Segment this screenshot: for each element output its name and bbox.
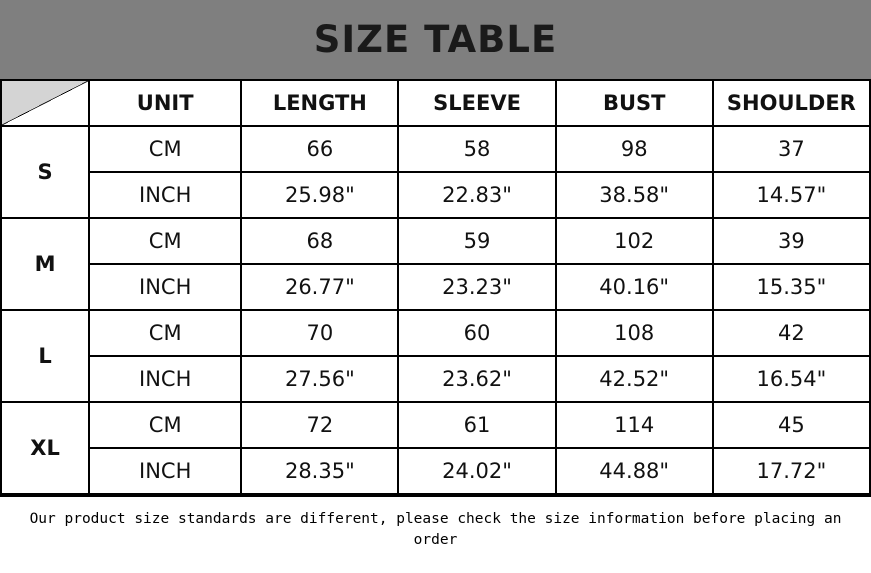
size-label-m: M	[1, 218, 89, 310]
footer-note-bar	[0, 495, 871, 563]
title-bar	[0, 0, 871, 79]
size-label-xl: XL	[1, 402, 89, 494]
cell-l-inch-length: 27.56"	[241, 356, 398, 402]
cell-m-inch-length: 26.77"	[241, 264, 398, 310]
table-row	[1, 402, 870, 448]
cell-m-cm-sleeve: 59	[398, 218, 555, 264]
page-title: SIZE TABLE	[313, 18, 558, 61]
cell-m-cm-bust: 102	[556, 218, 713, 264]
cell-s-cm-bust: 98	[556, 126, 713, 172]
table-row	[1, 126, 870, 172]
cell-m-cm-length: 68	[241, 218, 398, 264]
cell-xl-inch-bust: 44.88"	[556, 448, 713, 494]
cell-m-inch-bust: 40.16"	[556, 264, 713, 310]
footer-note-text: Our product size standards are different, please check the size information before placing an order	[29, 510, 842, 548]
table-row	[1, 218, 870, 264]
unit-label-cm: CM	[89, 310, 241, 356]
cell-l-cm-shoulder: 42	[713, 310, 870, 356]
cell-m-inch-shoulder: 15.35"	[713, 264, 870, 310]
cell-xl-cm-length: 72	[241, 402, 398, 448]
cell-l-cm-sleeve: 60	[398, 310, 555, 356]
cell-s-inch-length: 25.98"	[241, 172, 398, 218]
unit-label-inch: INCH	[89, 172, 241, 218]
cell-l-inch-sleeve: 23.62"	[398, 356, 555, 402]
unit-label-cm: CM	[89, 402, 241, 448]
cell-s-cm-length: 66	[241, 126, 398, 172]
cell-s-inch-sleeve: 22.83"	[398, 172, 555, 218]
cell-l-inch-bust: 42.52"	[556, 356, 713, 402]
cell-l-inch-shoulder: 16.54"	[713, 356, 870, 402]
cell-xl-cm-bust: 114	[556, 402, 713, 448]
cell-s-inch-shoulder: 14.57"	[713, 172, 870, 218]
size-label-s: S	[1, 126, 89, 218]
cell-xl-cm-sleeve: 61	[398, 402, 555, 448]
unit-label-cm: CM	[89, 218, 241, 264]
size-table	[0, 79, 871, 495]
table-header-row	[1, 80, 870, 126]
cell-xl-cm-shoulder: 45	[713, 402, 870, 448]
column-header-length: LENGTH	[241, 80, 398, 126]
cell-xl-inch-length: 28.35"	[241, 448, 398, 494]
column-header-shoulder: SHOULDER	[713, 80, 870, 126]
table-row	[1, 356, 870, 402]
table-row	[1, 310, 870, 356]
cell-xl-inch-shoulder: 17.72"	[713, 448, 870, 494]
table-row	[1, 448, 870, 494]
size-label-l: L	[1, 310, 89, 402]
diagonal-divider-icon	[2, 81, 88, 125]
table-row	[1, 264, 870, 310]
unit-label-cm: CM	[89, 126, 241, 172]
cell-m-cm-shoulder: 39	[713, 218, 870, 264]
column-header-unit: UNIT	[89, 80, 241, 126]
table-row	[1, 172, 870, 218]
cell-l-cm-length: 70	[241, 310, 398, 356]
cell-s-cm-sleeve: 58	[398, 126, 555, 172]
cell-l-cm-bust: 108	[556, 310, 713, 356]
column-header-sleeve: SLEEVE	[398, 80, 555, 126]
corner-diagonal-cell	[1, 80, 89, 126]
unit-label-inch: INCH	[89, 448, 241, 494]
cell-s-cm-shoulder: 37	[713, 126, 870, 172]
cell-xl-inch-sleeve: 24.02"	[398, 448, 555, 494]
unit-label-inch: INCH	[89, 356, 241, 402]
column-header-bust: BUST	[556, 80, 713, 126]
unit-label-inch: INCH	[89, 264, 241, 310]
cell-m-inch-sleeve: 23.23"	[398, 264, 555, 310]
cell-s-inch-bust: 38.58"	[556, 172, 713, 218]
